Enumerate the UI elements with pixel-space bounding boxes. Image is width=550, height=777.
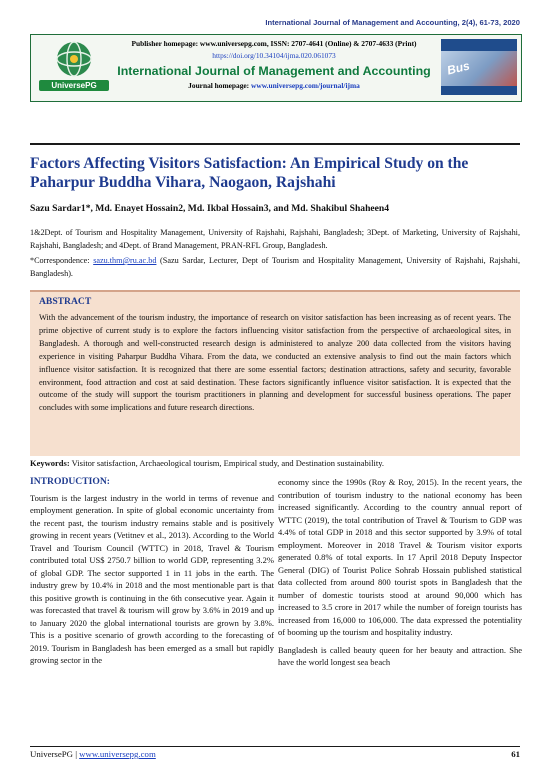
- journal-banner: [30, 34, 522, 102]
- keywords: [30, 458, 520, 468]
- running-head: International Journal of Management and Accounting, 2(4), 61-73, 2020: [265, 18, 520, 27]
- correspondence: [30, 254, 520, 281]
- left-column: [30, 476, 274, 672]
- right-column: [278, 476, 522, 674]
- footer-publisher: UniversePG |: [30, 749, 77, 759]
- doi-link[interactable]: https://doi.org/10.34104/ijma.020.061073: [212, 51, 336, 60]
- banner-center: [113, 39, 435, 90]
- article-authors: Sazu Sardar1*, Md. Enayet Hossain2, Md. Ikbal Hossain3, and Md. Shakibul Shaheen4: [30, 203, 390, 214]
- cover-word: Bus: [445, 58, 472, 78]
- publisher-line[interactable]: Publisher homepage: www.universepg.com, ISSN: 2707-4641 (Online) & 2707-4633 (Print): [131, 39, 417, 48]
- article-title: Factors Affecting Visitors Satisfaction: An Empirical Study on the Paharpur Buddha Vihara, Naogaon, Rajshahi: [30, 155, 469, 191]
- correspondence-email-link[interactable]: sazu.thm@ru.ac.bd: [93, 256, 157, 265]
- keywords-label: Keywords:: [30, 458, 70, 468]
- globe-logo-icon: [54, 40, 94, 78]
- logo-text: UniversePG: [39, 80, 109, 91]
- correspondence-details: (Sazu Sardar, Lecturer, Dept of Tourism and Hospitality Management, University of Rajshahi, Rajshahi, Bangladesh).: [30, 256, 521, 279]
- abstract-heading: ABSTRACT: [39, 296, 92, 307]
- publisher-logo: [39, 40, 109, 96]
- intro-paragraph-1: Tourism is the largest industry in the world in terms of revenue and employment generation. In spite of global economic uncertainty from the recent past, the tourism industry remains stable and is positively growing in recent years (Vetitnev et al., 2013). According to the World Travel and Tourism Council (WTTC) in 2018, Travel & Tourism contributed total US$ 2750.7 billion to world GDP, representing 3.2% of global GDP. The sector supported 1 in 11 jobs in the earth. The industry grew by 10.4% in 2018 and the most mentionable part is that this positive growth is continuing in the 6th consecutive year. Again it was forecasted that travel & tourism will grow by 3.6% in 2019 and up to January 2020 the global international tourists are grown by 3.8%. This is a positive scenario of growth according to the forecasting of 2019. Tourism in Bangladesh has been emerged as a small but rapidly growing sector in the: [30, 492, 274, 665]
- banner-rule: [30, 143, 520, 145]
- intro-paragraph-2: economy since the 1990s (Roy & Roy, 2015). In the recent years, the contribution of tourism industry to the national economy has been increased significantly. According to the country annual report of WTTC (2019), the total contribution of Travel & Tourism to GDP was 4.4% of total GDP in 2018 and this sector supported by 3.9% of total employment. Moreover in 2018 Travel & Tourism visitor exports generated 0.8% of total exports. In 17 April 2018 Deputy Inspector General (DIG) of Tourist Police Sohrab Hossain published statistical data collected from around 800 tourist spots in Bangladesh that the number of domestic tourists stood at around 90,000 which has increased to 3.5 crore in 2017 while the number of foreign tourists has increased from 16,000 to 106,000. The data expressed the potentiality of booming up the tourism and hospitality industry.: [278, 477, 522, 637]
- keywords-list: Visitor satisfaction, Archaeological tourism, Empirical study, and Destination sustainability.: [71, 458, 385, 468]
- correspondence-label: *Correspondence:: [30, 256, 90, 265]
- footer-link[interactable]: www.universepg.com: [79, 749, 156, 759]
- journal-name: International Journal of Management and Accounting: [117, 64, 431, 78]
- journal-homepage-line: [113, 81, 435, 90]
- intro-paragraph-3: Bangladesh is called beauty queen for her beauty and attraction. She have the world longest sea beach: [278, 644, 522, 667]
- footer-left: [30, 749, 156, 759]
- abstract-text: With the advancement of the tourism industry, the importance of research on visitor satisfaction has been increasing as of recent years. The prime objective of current study is to explore the factors influencing visitor satisfaction from the perspective of archaeological sites, in Bangladesh. A thorough and well-constructed research design is administered to analyze 200 data collected from the visitors having experience in visiting Paharpur Buddha Vihara. From the data, we conducted an extensive analysis to find out the main factors which influence visitor satisfaction. It is recognized that there are some essential factors; destination attractions, safety and security, favorable environment, food attraction and cost at said destination. These factors significantly influence visitor satisfaction. It is expected that the outcome of the study will support the tourism practitioners in planning and development for successful business operations. The paper concludes with some implications and future research directions.: [39, 313, 511, 413]
- cover-bottom-band: [441, 86, 517, 95]
- introduction-heading: INTRODUCTION:: [30, 476, 110, 487]
- homepage-label: Journal homepage:: [188, 81, 250, 90]
- footer-rule: [30, 746, 520, 747]
- author-affiliations: 1&2Dept. of Tourism and Hospitality Management, University of Rajshahi, Rajshahi, Bangladesh; 3Dept. of Marketing, University of Rajshahi, Rajshahi, Bangladesh; and 4Dept. of Brand Management, PRAN-RFL Group, Bangladesh.: [30, 228, 520, 251]
- page-number: 61: [511, 749, 520, 759]
- cover-top-band: [441, 39, 517, 51]
- abstract-box: [30, 290, 520, 456]
- homepage-link[interactable]: www.universepg.com/journal/ijma: [251, 81, 360, 90]
- journal-cover-thumbnail: [441, 39, 517, 95]
